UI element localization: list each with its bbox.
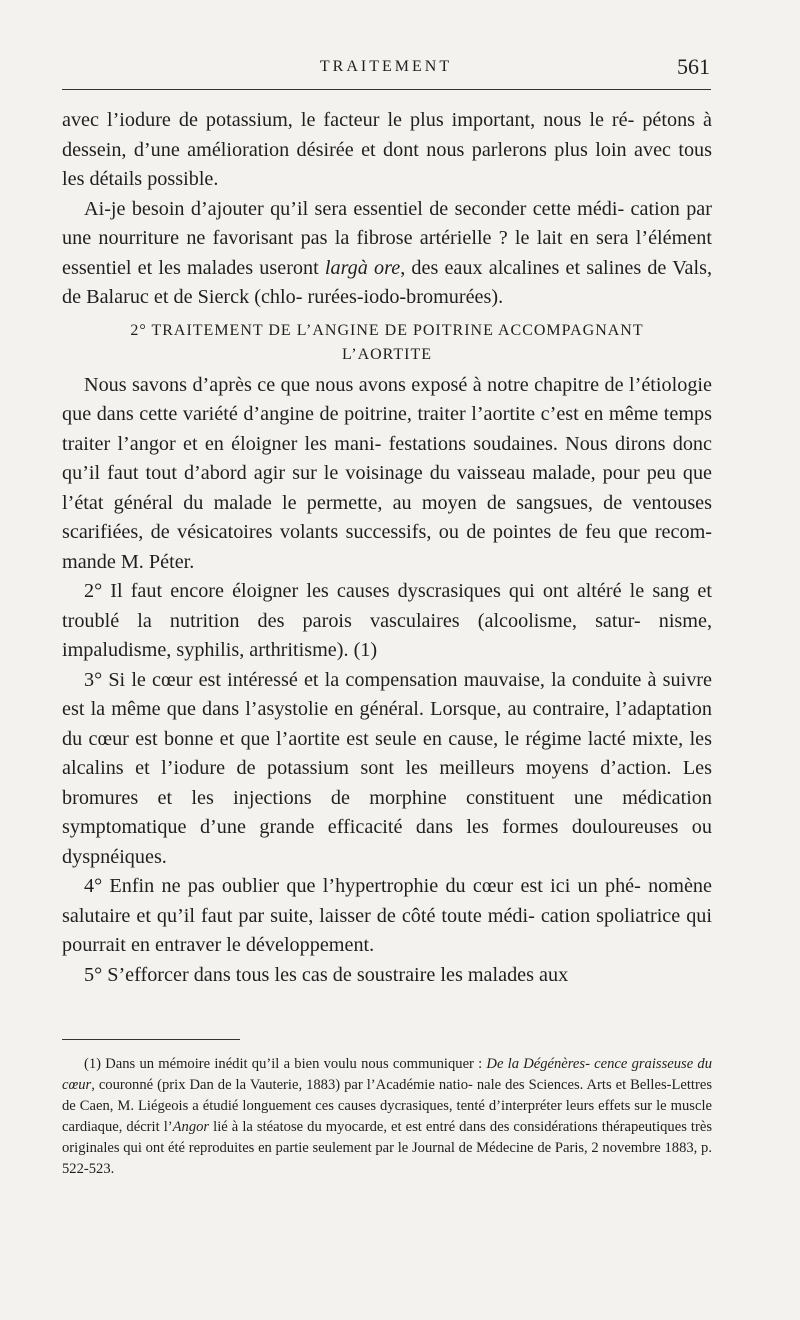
footnote-text-a: (1) Dans un mémoire inédit qu’il a bien voulu nous communiquer : [84,1056,487,1072]
section-heading [62,319,712,367]
paragraph-2 [62,195,712,313]
page-number: 561 [677,54,710,79]
running-header [62,54,710,86]
footnote-rule [62,1039,240,1040]
header-rule [62,89,711,90]
paragraph-4: 2° Il faut encore éloigner les causes dyscrasiques qui ont altéré le sang et troublé la nutrition des parois vasculaires (alcoolisme, satur- nisme, impaludisme, syphilis, arthritisme). (1) [62,580,712,661]
paragraph-3: Nous savons d’après ce que nous avons exposé à notre chapitre de l’étiologie que dans cette variété d’angine de poitrine, traiter l’aortite c’est en même temps traiter l’angor et en éloigner les mani- festations soudaines. Nous dirons donc qu’il faut tout d’abord agir sur le voisinage du vaisseau malade, pour peu que l’état général du malade le permette, au moyen de sangsues, de ventouses scarifiées, de vésicatoires volants successifs, ou de pointes de feu que recom- mande M. Péter. [62,373,712,573]
footnote-text-b: , couronné (prix Dan de la Vauterie, 1883) par l’Académie natio- nale des Sciences. Arts et Belles-Lettres de Caen, M. Liégeois a étudié longuement ces causes dycrasiques, tenté d’interpréter leurs effets sur le muscle cardiaque, décrit l’ [62,1077,712,1135]
footnote-paragraph [62,1054,712,1180]
paragraph-2-text-b: , des eaux alcalines et salines de Vals, de Balaruc et de Sierck (chlo- rurées-iodo-bromurées). [62,256,713,308]
body-text [62,106,712,990]
paragraph-2-italic: largà ore [324,256,401,279]
footnote-text-c: lié à la stéatose du myocarde, et est entré dans des considérations thérapeutiques très originales qui ont été reproduites en partie seulement par le Journal de Médecine de Paris, 2 novembre 1883, p. 522-523. [62,1119,712,1177]
paragraph-2-text-a: Ai-je besoin d’ajouter qu’il sera essentiel de seconder cette médi- cation par une nourriture ne favorisant pas la fibrose artérielle ? le lait en sera l’élément essentiel et les malades useront [62,197,712,279]
section-heading-line-1: 2° TRAITEMENT DE L’ANGINE DE POITRINE ACCOMPAGNANT [130,321,644,339]
paragraph-1: avec l’iodure de potassium, le facteur le plus important, nous le ré- pétons à dessein, d’une amélioration désirée et dont nous parlerons plus loin avec tous les détails possible. [62,109,712,190]
paragraph-7: 5° S’efforcer dans tous les cas de soustraire les malades aux [84,963,569,986]
paragraph-5: 3° Si le cœur est intéressé et la compensation mauvaise, la conduite à suivre est la même que dans l’asystolie en général. Lorsque, au contraire, l’adaptation du cœur est bonne et que l’aortite est seule en cause, le régime lacté mixte, les alcalins et l’iodure de potassium sont les meilleurs moyens d’action. Les bromures et les injections de morphine constituent une médication symptomatique d’une grande efficacité dans les formes douloureuses ou dyspnéiques. [62,668,712,868]
footnote-italic-title: De la Dégénères- cence graisseuse du cœur [62,1056,712,1093]
section-heading-line-2: L’AORTITE [341,345,433,363]
paragraph-6: 4° Enfin ne pas oublier que l’hypertrophie du cœur est ici un phé- nomène salutaire et qu’il faut par suite, laisser de côté toute médi- cation spoliatrice qui pourrait en entraver le développement. [62,875,712,956]
footnote [62,1054,712,1180]
running-title: TRAITEMENT [319,58,453,75]
footnote-italic-angor: Angor [172,1119,210,1135]
